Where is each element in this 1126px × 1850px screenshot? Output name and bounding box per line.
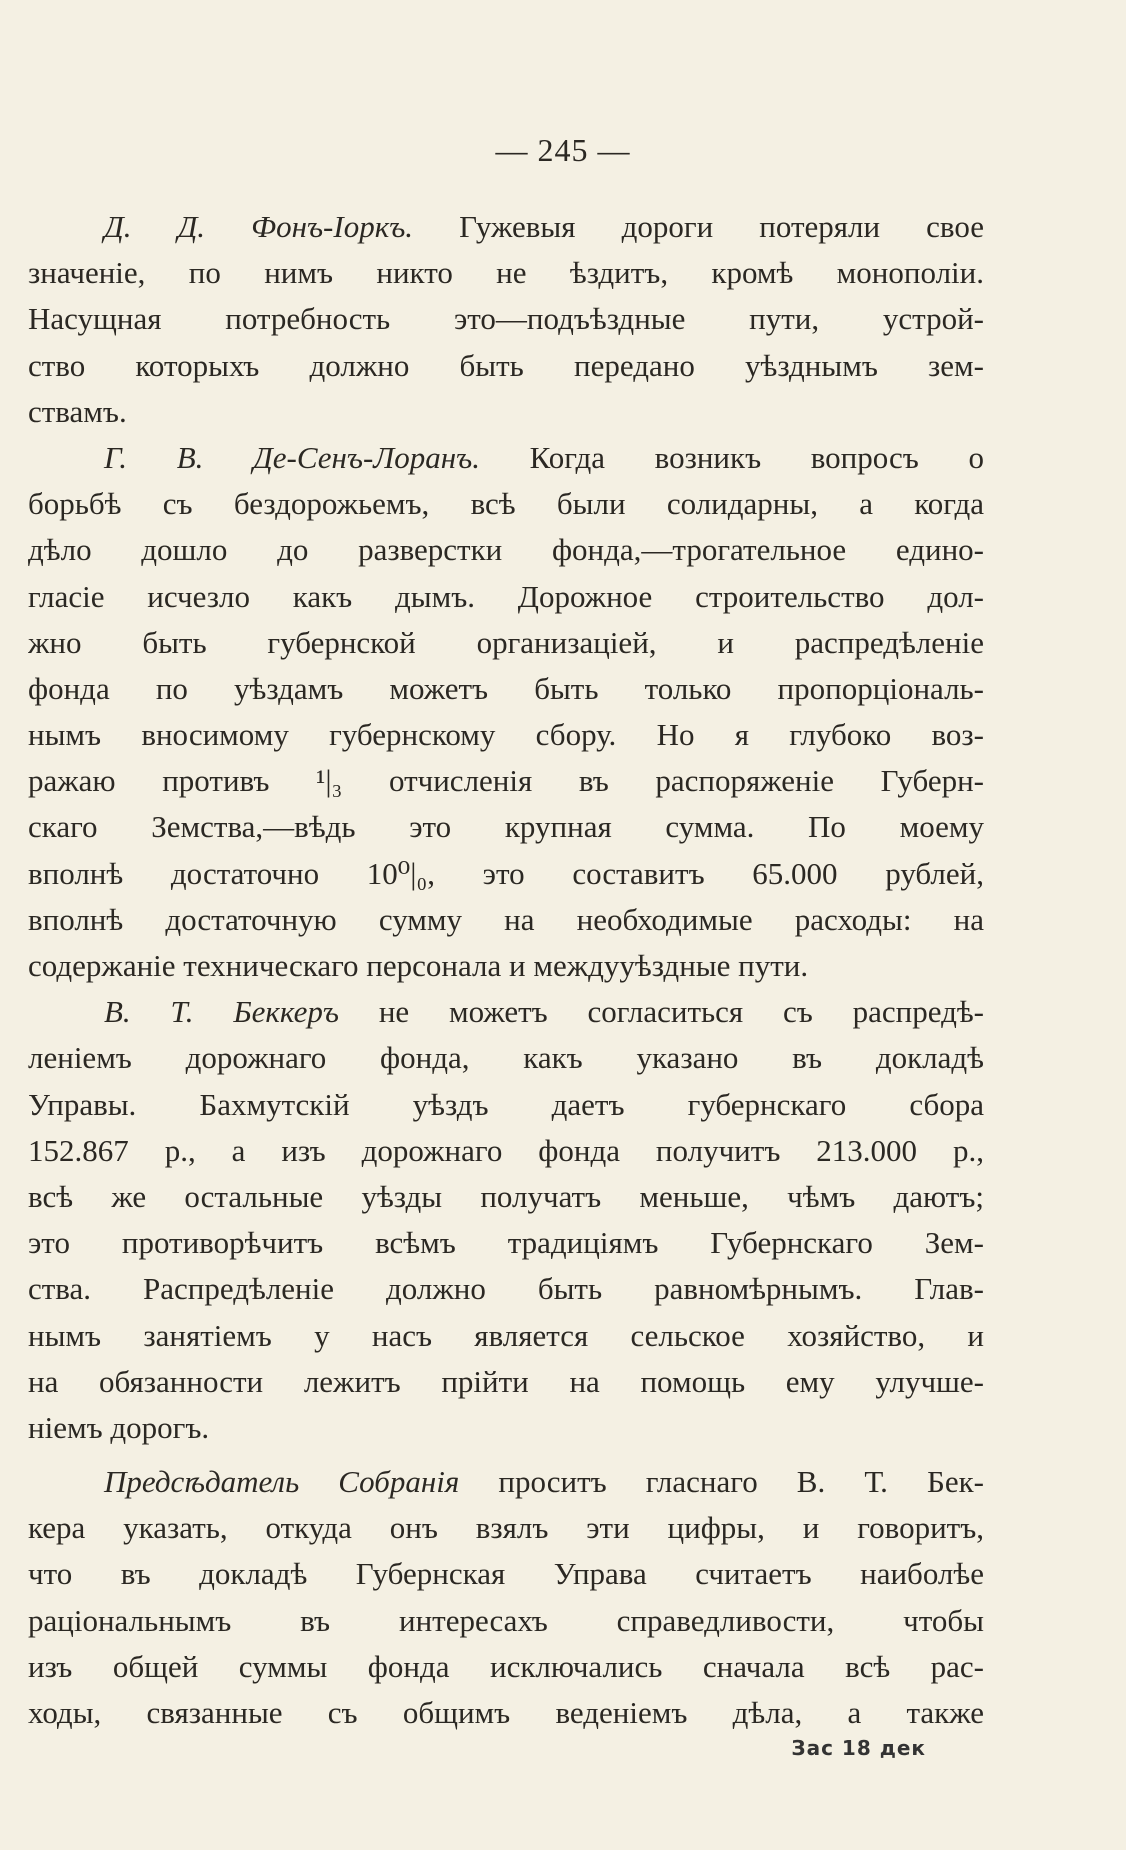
line-text: значеніе, по нимъ никто не ѣздитъ, кромѣ монополіи. — [28, 255, 984, 291]
line-text: ства. Распредѣленіе должно быть равномѣрнымъ. Глав- — [28, 1271, 984, 1307]
line-text: ходы, связанные съ общимъ веденіемъ дѣла, а также — [28, 1695, 984, 1730]
text-line — [28, 343, 984, 389]
line-text: леніемъ дорожнаго фонда, какъ указано въ докладѣ — [28, 1040, 984, 1076]
text-line — [28, 574, 984, 620]
text-line — [28, 851, 984, 897]
line-text: на обязанности лежитъ прійти на помощь ему улучше- — [28, 1363, 984, 1399]
line-text: кера указать, откуда онъ взялъ эти цифры, и говоритъ, — [28, 1510, 984, 1546]
text-line — [28, 989, 984, 1035]
text-line — [28, 1359, 984, 1405]
line-text: Насущная потребность это—подъѣздные пути, устрой- — [28, 301, 984, 337]
line-text: Когда возникъ вопросъ о — [480, 439, 984, 475]
line-text: содержаніе техническаго персонала и междууѣздные пути. — [28, 948, 809, 983]
line-text: борьбѣ съ бездорожьемъ, всѣ были солидарны, а когда — [28, 486, 984, 522]
line-text: что въ докладѣ Губернская Управа считаетъ наиболѣе — [28, 1556, 984, 1592]
text-line — [28, 1128, 984, 1174]
line-text: ніемъ дорогъ. — [28, 1409, 210, 1445]
line-text: ство которыхъ должно быть передано уѣзднымъ зем- — [28, 347, 984, 383]
line-text: Управы. Бахмутскій уѣздъ даетъ губернскаго сбора — [28, 1086, 984, 1122]
text-line — [28, 1644, 984, 1690]
text-line — [28, 1266, 984, 1312]
text-line — [28, 1082, 984, 1128]
line-text: вполнѣ достаточную сумму на необходимые расходы: на — [28, 901, 984, 937]
body-text — [28, 204, 984, 1736]
text-line — [28, 1405, 984, 1451]
speaker-name: В. Т. Беккеръ — [104, 994, 339, 1030]
text-line — [28, 1459, 984, 1505]
printer-mark: Зас 18 дек — [791, 1736, 926, 1760]
text-line — [28, 296, 984, 342]
text-line — [28, 389, 984, 435]
speaker-name: Предсѣдатель Собранія — [104, 1464, 460, 1500]
text-line — [28, 1174, 984, 1220]
text-line — [28, 1690, 984, 1736]
text-line — [28, 712, 984, 758]
text-line — [28, 1598, 984, 1644]
text-line — [28, 1505, 984, 1551]
line-text: нымъ вносимому губернскому сбору. Но я глубоко воз- — [28, 717, 984, 753]
text-line — [28, 943, 984, 989]
line-text: ражаю противъ ¹|₃ отчисленія въ распоряженіе Губерн- — [28, 763, 984, 799]
text-line — [28, 435, 984, 481]
paragraph — [28, 989, 984, 1451]
text-line — [28, 1220, 984, 1266]
text-line — [28, 527, 984, 573]
text-line — [28, 620, 984, 666]
text-line — [28, 1035, 984, 1081]
page-number: — 245 — — [495, 132, 631, 168]
line-text: фонда по уѣздамъ можетъ быть только пропорціональ- — [28, 670, 984, 706]
text-line — [28, 758, 984, 804]
line-text: всѣ же остальные уѣзды получатъ меньше, чѣмъ даютъ; — [28, 1178, 984, 1214]
paragraph — [28, 435, 984, 989]
line-text: 152.867 р., а изъ дорожнаго фонда получитъ 213.000 р., — [28, 1132, 984, 1168]
line-text: ствамъ. — [28, 393, 127, 429]
line-text: вполнѣ достаточно 10⁰|₀, это составитъ 65.000 рублей, — [28, 855, 984, 891]
text-line — [28, 1313, 984, 1359]
line-text: не можетъ согласиться съ распредѣ- — [339, 994, 984, 1030]
text-line — [28, 250, 984, 296]
line-text: дѣло дошло до разверстки фонда,—трогательное едино- — [28, 532, 984, 568]
line-text: жно быть губернской организаціей, и распредѣленіе — [28, 624, 984, 660]
text-line — [28, 204, 984, 250]
line-text: это противорѣчитъ всѣмъ традиціямъ Губернскаго Зем- — [28, 1225, 984, 1261]
paragraph — [28, 1459, 984, 1736]
paragraph — [28, 204, 984, 435]
text-line — [28, 804, 984, 850]
line-text: проситъ гласнаго В. Т. Бек- — [459, 1464, 984, 1500]
line-text: гласіе исчезло какъ дымъ. Дорожное строительство дол- — [28, 578, 984, 614]
line-text: нымъ занятіемъ у насъ является сельское хозяйство, и — [28, 1317, 984, 1353]
line-text: изъ общей суммы фонда исключались сначала всѣ рас- — [28, 1648, 984, 1684]
text-line — [28, 1551, 984, 1597]
speaker-name: Д. Д. Фонъ-Іоркъ. — [104, 209, 414, 244]
line-text: Гужевыя дороги потеряли свое — [413, 209, 984, 244]
line-text: скаго Земства,—вѣдь это крупная сумма. По моему — [28, 809, 984, 845]
text-line — [28, 897, 984, 943]
speaker-name: Г. В. Де-Сенъ-Лоранъ. — [104, 439, 481, 475]
text-line — [28, 666, 984, 712]
text-line — [28, 481, 984, 527]
line-text: раціональнымъ въ интересахъ справедливости, чтобы — [28, 1602, 984, 1638]
